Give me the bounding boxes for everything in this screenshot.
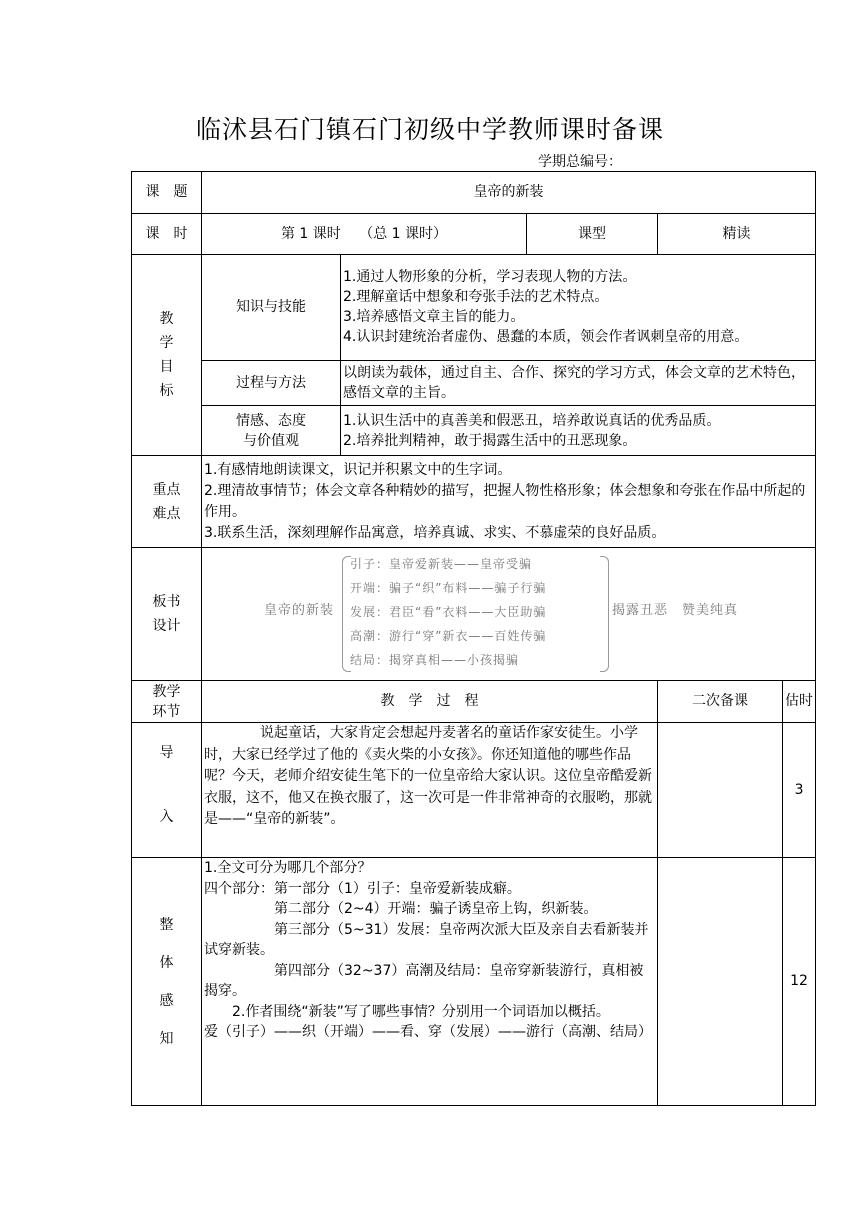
- overview-label: [132, 858, 202, 1106]
- board-design-content: [202, 548, 816, 681]
- period-label: 课 时: [132, 214, 202, 255]
- board-diagram: [202, 552, 815, 677]
- intro-label: [132, 723, 202, 858]
- board-line: 高潮：游行“穿”新衣——百姓传骗: [350, 628, 547, 643]
- overview-second-prep: [658, 858, 783, 1106]
- overview-answer: 第三部分（5~31）发展：皇帝两次派大臣及亲自去看新装并试穿新装。: [204, 921, 649, 958]
- key-points-label: [132, 456, 202, 548]
- board-center-title: 皇帝的新装: [264, 602, 335, 618]
- overview-answer: 第四部分（32~37）高潮及结局：皇帝穿新装游行，真相被揭穿。: [204, 962, 644, 999]
- phase-header-line-1: 教学: [152, 683, 181, 700]
- knowledge-item: 2.理解童话中想象和夸张手法的艺术特点。: [343, 288, 609, 305]
- second-prep-header: 二次备课: [658, 681, 783, 723]
- intro-text: 说起童话，大家肯定会想起丹麦著名的童话作家安徒生。小学时，大家已经学过了他的《卖火柴的小女孩》。你还知道他的哪些作品呢？今天，老师介绍安徒生笔下的一位皇帝给大家认识。这位皇帝酷爱新衣服，这不，他又在换衣服了，这一次可是一件非常神奇的衣服哟，那就是——“皇帝的新装”。: [204, 725, 652, 827]
- key-point-item: 2.理清故事情节；体会文章各种精妙的描写，把握人物性格形象；体会想象和夸张在作品中所起的作用。: [204, 482, 806, 520]
- emotion-label-line-2: 与价值观: [243, 432, 299, 449]
- key-point-item: 1.有感情地朗读课文，识记并积累文中的生字词。: [204, 461, 512, 478]
- period-value: 第 1 课时 （总 1 课时）: [202, 214, 527, 255]
- knowledge-item: 1.通过人物形象的分析，学习表现人物的方法。: [343, 268, 637, 285]
- overview-label-char: 感: [159, 992, 174, 1009]
- board-line: 开端：骗子“织”布料——骗子行骗: [350, 580, 547, 595]
- intro-second-prep: [658, 723, 783, 858]
- process-header: 教 学 过 程: [202, 681, 658, 723]
- emotion-label: [202, 406, 341, 456]
- overview-answer: 四个部分：第一部分（1）引子：皇帝爱新装成癖。: [204, 880, 521, 897]
- board-design-label: [132, 548, 202, 681]
- topic-value: 皇帝的新装: [202, 172, 816, 214]
- knowledge-item: 4.认识封建统治者虚伪、愚蠢的本质，领会作者讽刺皇帝的用意。: [343, 328, 749, 345]
- key-points-label-line-2: 难点: [152, 505, 181, 522]
- overview-label-char: 知: [159, 1030, 174, 1047]
- key-point-item: 3.联系生活，深刻理解作品寓意，培养真诚、求实、不慕虚荣的良好品质。: [204, 524, 666, 541]
- overview-label-char: 整: [159, 916, 174, 933]
- board-line: 结局：揭穿真相——小孩揭骗: [350, 652, 520, 667]
- intro-content: [202, 723, 658, 858]
- intro-label-line-2: 入: [159, 809, 174, 825]
- emotion-label-line-1: 情感、态度: [236, 412, 306, 429]
- phase-header: [132, 681, 202, 723]
- time-header: 估时: [783, 681, 816, 723]
- overview-time: 12: [783, 858, 816, 1106]
- lesson-plan-table: [131, 171, 816, 1106]
- knowledge-label: 知识与技能: [202, 255, 341, 361]
- key-points-label-line-1: 重点: [152, 481, 181, 498]
- lesson-type-label: 课型: [527, 214, 658, 255]
- key-points-content: [202, 456, 816, 548]
- overview-question: 1.全文可分为哪几个部分？: [204, 860, 372, 876]
- overview-answer: 爱（引子）——织（开端）——看、穿（发展）——游行（高潮、结局）: [204, 1024, 652, 1040]
- knowledge-item: 3.培养感悟文章主旨的能力。: [343, 308, 525, 325]
- board-conclusion: 揭露丑恶 赞美纯真: [612, 602, 739, 618]
- emotion-item: 1.认识生活中的真善美和假恶丑，培养敢说真话的优秀品质。: [343, 412, 721, 429]
- objectives-label: [132, 255, 202, 456]
- overview-answer: 第二部分（2~4）开端：骗子诱皇帝上钩，织新装。: [274, 901, 598, 917]
- process-method-label: 过程与方法: [202, 361, 341, 406]
- board-right-brace: [600, 556, 609, 672]
- overview-question: 2.作者围绕“新装”写了哪些事情？分别用一个词语加以概括。: [232, 1003, 610, 1020]
- board-line: 引子：皇帝爱新装——皇帝受骗: [350, 556, 533, 571]
- board-label-line-2: 设计: [152, 618, 181, 634]
- phase-header-line-2: 环节: [152, 703, 181, 720]
- intro-label-line-1: 导: [159, 745, 174, 761]
- overview-label-char: 体: [159, 954, 174, 971]
- process-method-content: 以朗读为载体，通过自主、合作、探究的学习方式，体会文章的艺术特色，感悟文章的主旨。: [341, 361, 816, 406]
- topic-label: 课 题: [132, 172, 202, 214]
- serial-number-label: 学期总编号：: [538, 154, 622, 170]
- lesson-type-value: 精读: [658, 214, 816, 255]
- board-line: 发展：君臣“看”衣料——大臣助骗: [350, 604, 547, 619]
- intro-time: 3: [783, 723, 816, 858]
- overview-content: [202, 858, 658, 1106]
- emotion-content: [341, 406, 816, 456]
- objectives-label-text: 教学目标: [159, 311, 174, 399]
- knowledge-content: [341, 255, 816, 361]
- page-title: 临沭县石门镇石门初级中学教师课时备课: [195, 115, 664, 144]
- board-label-line-1: 板书: [152, 594, 181, 610]
- emotion-item: 2.培养批判精神，敢于揭露生活中的丑恶现象。: [343, 432, 637, 449]
